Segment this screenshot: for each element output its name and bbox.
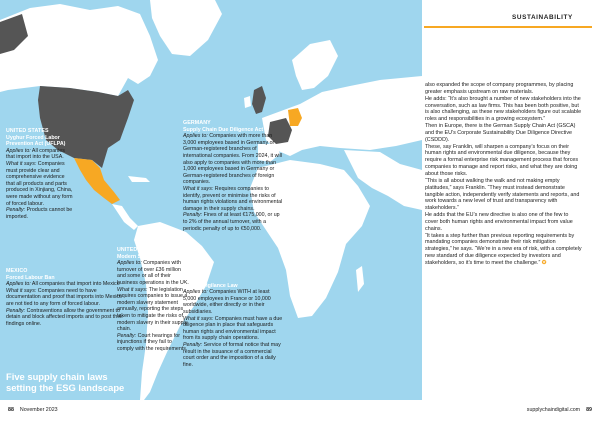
article-paragraph: “This is all about walking the walk and not making empty platitudes,” says Franklin. “They must instead demonstrate tangible action, independently verify statements and reports, and work towards a new level of trust and transparency with stakeholders.” [425,177,580,212]
region-label-mexico [6,268,124,327]
issue-date: November 2023 [19,407,58,413]
article-body [425,82,583,267]
footer-left [8,407,58,413]
article-paragraph: Then in Europe, there is the German Supply Chain Act (GSCA) and the EU’s Corporate Sustainability Due Diligence Directive (CSDDD). [425,123,576,143]
page-number-right: 89 [586,407,592,413]
footer-right [527,407,592,413]
region-label-united-states [6,128,74,220]
scandinavia-shape [292,40,338,90]
caribbean-shape [128,176,150,182]
country-name: MEXICO [6,268,28,274]
section-divider [424,26,592,28]
ireland-shape [244,96,251,108]
page-footer [0,400,600,424]
madagascar-shape [356,266,364,292]
site-url: supplychaindigital.com [526,407,581,413]
central-america-shape [112,204,138,230]
mexico-shape [74,158,120,204]
greenland-shape [150,0,222,56]
canada-shape [0,4,158,96]
law-what-it-says: What it says: Companies must have a due diligence plan in place that safeguards human rights and environmental impact from its supply chain operations. [183,315,283,342]
law-applies-to: Applies to: Companies WITH at least 5,000 employees in France or 10,000 worldwide, either directly or in their subsidiaries. [183,289,271,315]
law-what-it-says: What it says: Requires companies to identify, prevent or minimise the risks of human rights violations and environmental damage in their supply chains. [183,185,283,212]
law-penalty: Penalty: Court hearings for injunctions if they fail to comply with the requirements. [117,332,188,352]
country-name: UNITED KINGDOM [117,247,166,253]
article-paragraph: also expanded the scope of company programmes, by placing greater emphasis upstream on raw materials. [425,82,574,95]
article-paragraph: These, say Franklin, will sharpen a company’s focus on their human rights and environmental due diligence, because they require a formal enterprise risk management process that forces companies to manage and report risks, and what they are doing about those risks. [425,143,579,177]
page-headline: Five supply chain laws setting the ESG landscape [6,371,125,393]
end-mark-icon: ✪ [541,259,547,266]
country-name: UNITED STATES [6,128,49,134]
law-applies-to: Applies to: Companies with turnover of over £36 million and some or all of their business operations in the UK. [117,260,189,286]
law-what-it-says: What it says: Companies need to have documentation and proof that imports into Mexico are not tied to any form of forced labour. [6,287,123,307]
law-what-it-says: What it says: The legislation requires companies to issue a modern slavery statement annually, reporting the steps taken to mitigate the risks of modern slavery in their supply chain. [117,286,188,333]
law-applies-to: Applies to: All companies that import into Mexico [6,281,120,288]
article-paragraph: He adds: “It’s also brought a number of new stakeholders into the conversation, such as law firms. This has been both positive, but is also challenging, as these new stakeholders figure out scalable roles and responsibilities in a growing ecosystem.” [425,95,582,123]
page-number-left: 88 [8,407,14,413]
law-name: Supply Chain Due Diligence Act [183,126,264,133]
law-penalty: Penalty: Service of formal notice that may result in the issuance of a commercial court order and the imposition of a daily fine. [183,341,281,368]
region-label-france [183,276,283,368]
country-name: GERMANY [183,120,211,126]
law-applies-to: Applies to: All companies that import into the USA. [6,147,65,161]
law-penalty: Penalty: Fines of at least €175,000, or up to 2% of the annual turnover, with a periodic penalty of up to €50,000. [183,212,280,232]
article-paragraph: He adds that the EU’s new directive is also one of the few to cover both human rights and environmental impact from value chains. [425,212,573,232]
law-name: Uyghur Forced Labor Prevention Act (UFLPA) [6,134,66,148]
law-penalty: Penalty: Contraventions allow the government to detain and block affected imports and to post their findings online. [6,307,124,327]
country-name: FRANCE [183,276,206,282]
europe-shape [262,76,422,156]
article-paragraph-last: “It takes a step further than previous reporting requirements by mandating companies demonstrate their risk mitigation strategies,” he says. “We’re in a new era of risk, with a completely new standard of due diligence expected by investors and stakeholders, so it’s time to meet the challenge.” ✪ [425,232,582,266]
law-applies-to: Applies to: Companies with more than 3,000 employees based in Germany or German-registered branches of international companies. From 2024, it will also apply to companies with more than 1,000 employees based in Germany or German-registered branches of foreign companies. [183,133,282,186]
section-title: SUSTAINABILITY [512,14,573,21]
law-name: Duty of Vigilance Law [183,282,238,289]
law-what-it-says: What it says: Companies must provide clear and comprehensive evidence that all products and parts produced in Xinjiang, China, were made without any form of forced labour. [6,160,73,207]
uk-shape [252,86,266,114]
law-name: Forced Labour Ban [6,274,55,281]
region-label-united-kingdom [117,247,189,353]
region-label-germany [183,120,283,232]
law-name: Modern Slavery Act [117,253,167,260]
law-penalty: Penalty: Products cannot be imported. [6,207,73,220]
